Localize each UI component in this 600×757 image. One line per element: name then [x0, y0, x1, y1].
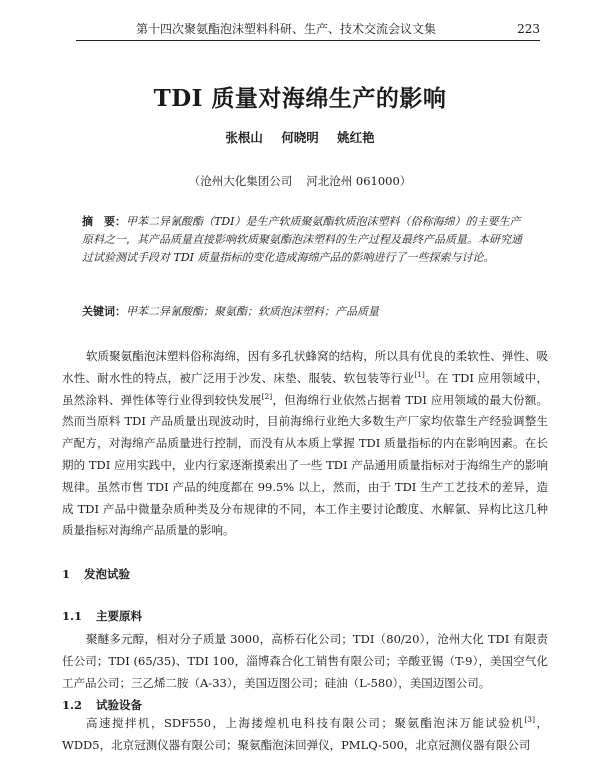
- intro-text-3: ，但海绵行业依然占据着 TDI 应用领域的最大份额。然而当原料 TDI 产品质量出现波动时，目前海绵行业绝大多数生产厂家均依靠生产经验调整生产配方，对海绵产品质量进行控制，而没有从本质上掌握 TDI 质量指标的内在影响因素。在长期的 TDI 应用实践中，业内行家逐渐摸索出了一些 TDI 产品通用质量指标对于海绵生产的影响规律。虽然市售 TDI 产品的纯度都在 99.5% 以上，然而，由于 TDI 生产工艺技术的差异，造成 TDI 产品中微量杂质种类及分布规律的不同，本工作主要讨论酸度、水解氯、异构比这几种质量指标对海绵产品质量的影响。: [62, 392, 548, 538]
- intro-paragraph: [62, 346, 548, 542]
- subsection-heading-1-1: [62, 608, 142, 624]
- subsection-heading-1-2: [62, 697, 142, 713]
- author-list: 张根山 何晓明 姚红艳: [225, 130, 375, 145]
- affiliation-org: （沧州大化集团公司: [188, 174, 293, 188]
- keywords-text: 甲苯二异氰酸酯；聚氨酯；软质泡沫塑料；产品质量: [126, 305, 379, 318]
- subsection-number: 1.1: [62, 609, 83, 623]
- page-number: 223: [517, 22, 540, 36]
- materials-paragraph: 聚醚多元醇，相对分子质量 3000，高桥石化公司；TDI（80/20），沧州大化 TDI 有限责任公司；TDI (65/35)、TDI 100，淄博森合化工销售有限公司；辛酸亚锡（T-9），美国空气化工产品公司；三乙烯二胺（A-33），美国迈图公司；硅油（L-580），美国迈图公司。: [62, 632, 548, 690]
- section-number: 1: [62, 567, 71, 581]
- keywords: [82, 304, 528, 320]
- abstract: [82, 213, 528, 266]
- citation-3: [3]: [524, 715, 535, 725]
- intro-text-1: 软质聚氨酯泡沫塑料俗称海绵，因有多孔状蜂窝的结构，所以具有优良的柔软性、弹性、吸水性、耐水性的特点，被广泛用于沙发、床垫、服装、软包装等行业: [62, 349, 548, 385]
- citation-2: [2]: [261, 391, 273, 401]
- running-title: 第十四次聚氨酯泡沫塑料科研、生产、技术交流会议文集: [136, 22, 437, 36]
- citation-1: [1]: [414, 369, 425, 379]
- section-heading-1: [62, 566, 130, 582]
- article-title: TDI 质量对海绵生产的影响: [153, 85, 447, 112]
- subsection-title: 试验设备: [96, 698, 143, 712]
- abstract-label: 摘 要：: [82, 215, 126, 228]
- affiliation: [0, 173, 600, 189]
- abstract-text: 甲苯二异氰酸酯（TDI）是生产软质聚氨酯软质泡沫塑料（俗称海绵）的主要生产原料之一，其产品质量直接影响软质聚氨酯泡沫塑料的生产过程及最终产品质量。本研究通过试验测试手段对 TDI 质量指标的变化造成海绵产品的影响进行了一些探索与讨论。: [82, 215, 522, 264]
- equipment-text-2: ，WDD5，北京冠测仪器有限公司；聚氨酯泡沫回弹仪，PMLQ-500，北京冠测仪器有限公司: [62, 716, 548, 752]
- section-title: 发泡试验: [84, 567, 131, 581]
- subsection-title: 主要原料: [96, 609, 143, 623]
- affiliation-address: 河北沧州 061000）: [306, 174, 412, 188]
- keywords-label: 关键词：: [82, 305, 126, 318]
- equipment-text-1: 高速搅拌机，SDF550，上海搂煌机电科技有限公司；聚氨酯泡沫万能试验机: [86, 716, 525, 730]
- subsection-number: 1.2: [62, 698, 83, 712]
- equipment-paragraph: [62, 712, 548, 756]
- intro-text-2: 。在 TDI 应用领域中，虽然涂料、弹性体等行业得到较快发展: [62, 370, 548, 407]
- running-header: [76, 20, 540, 41]
